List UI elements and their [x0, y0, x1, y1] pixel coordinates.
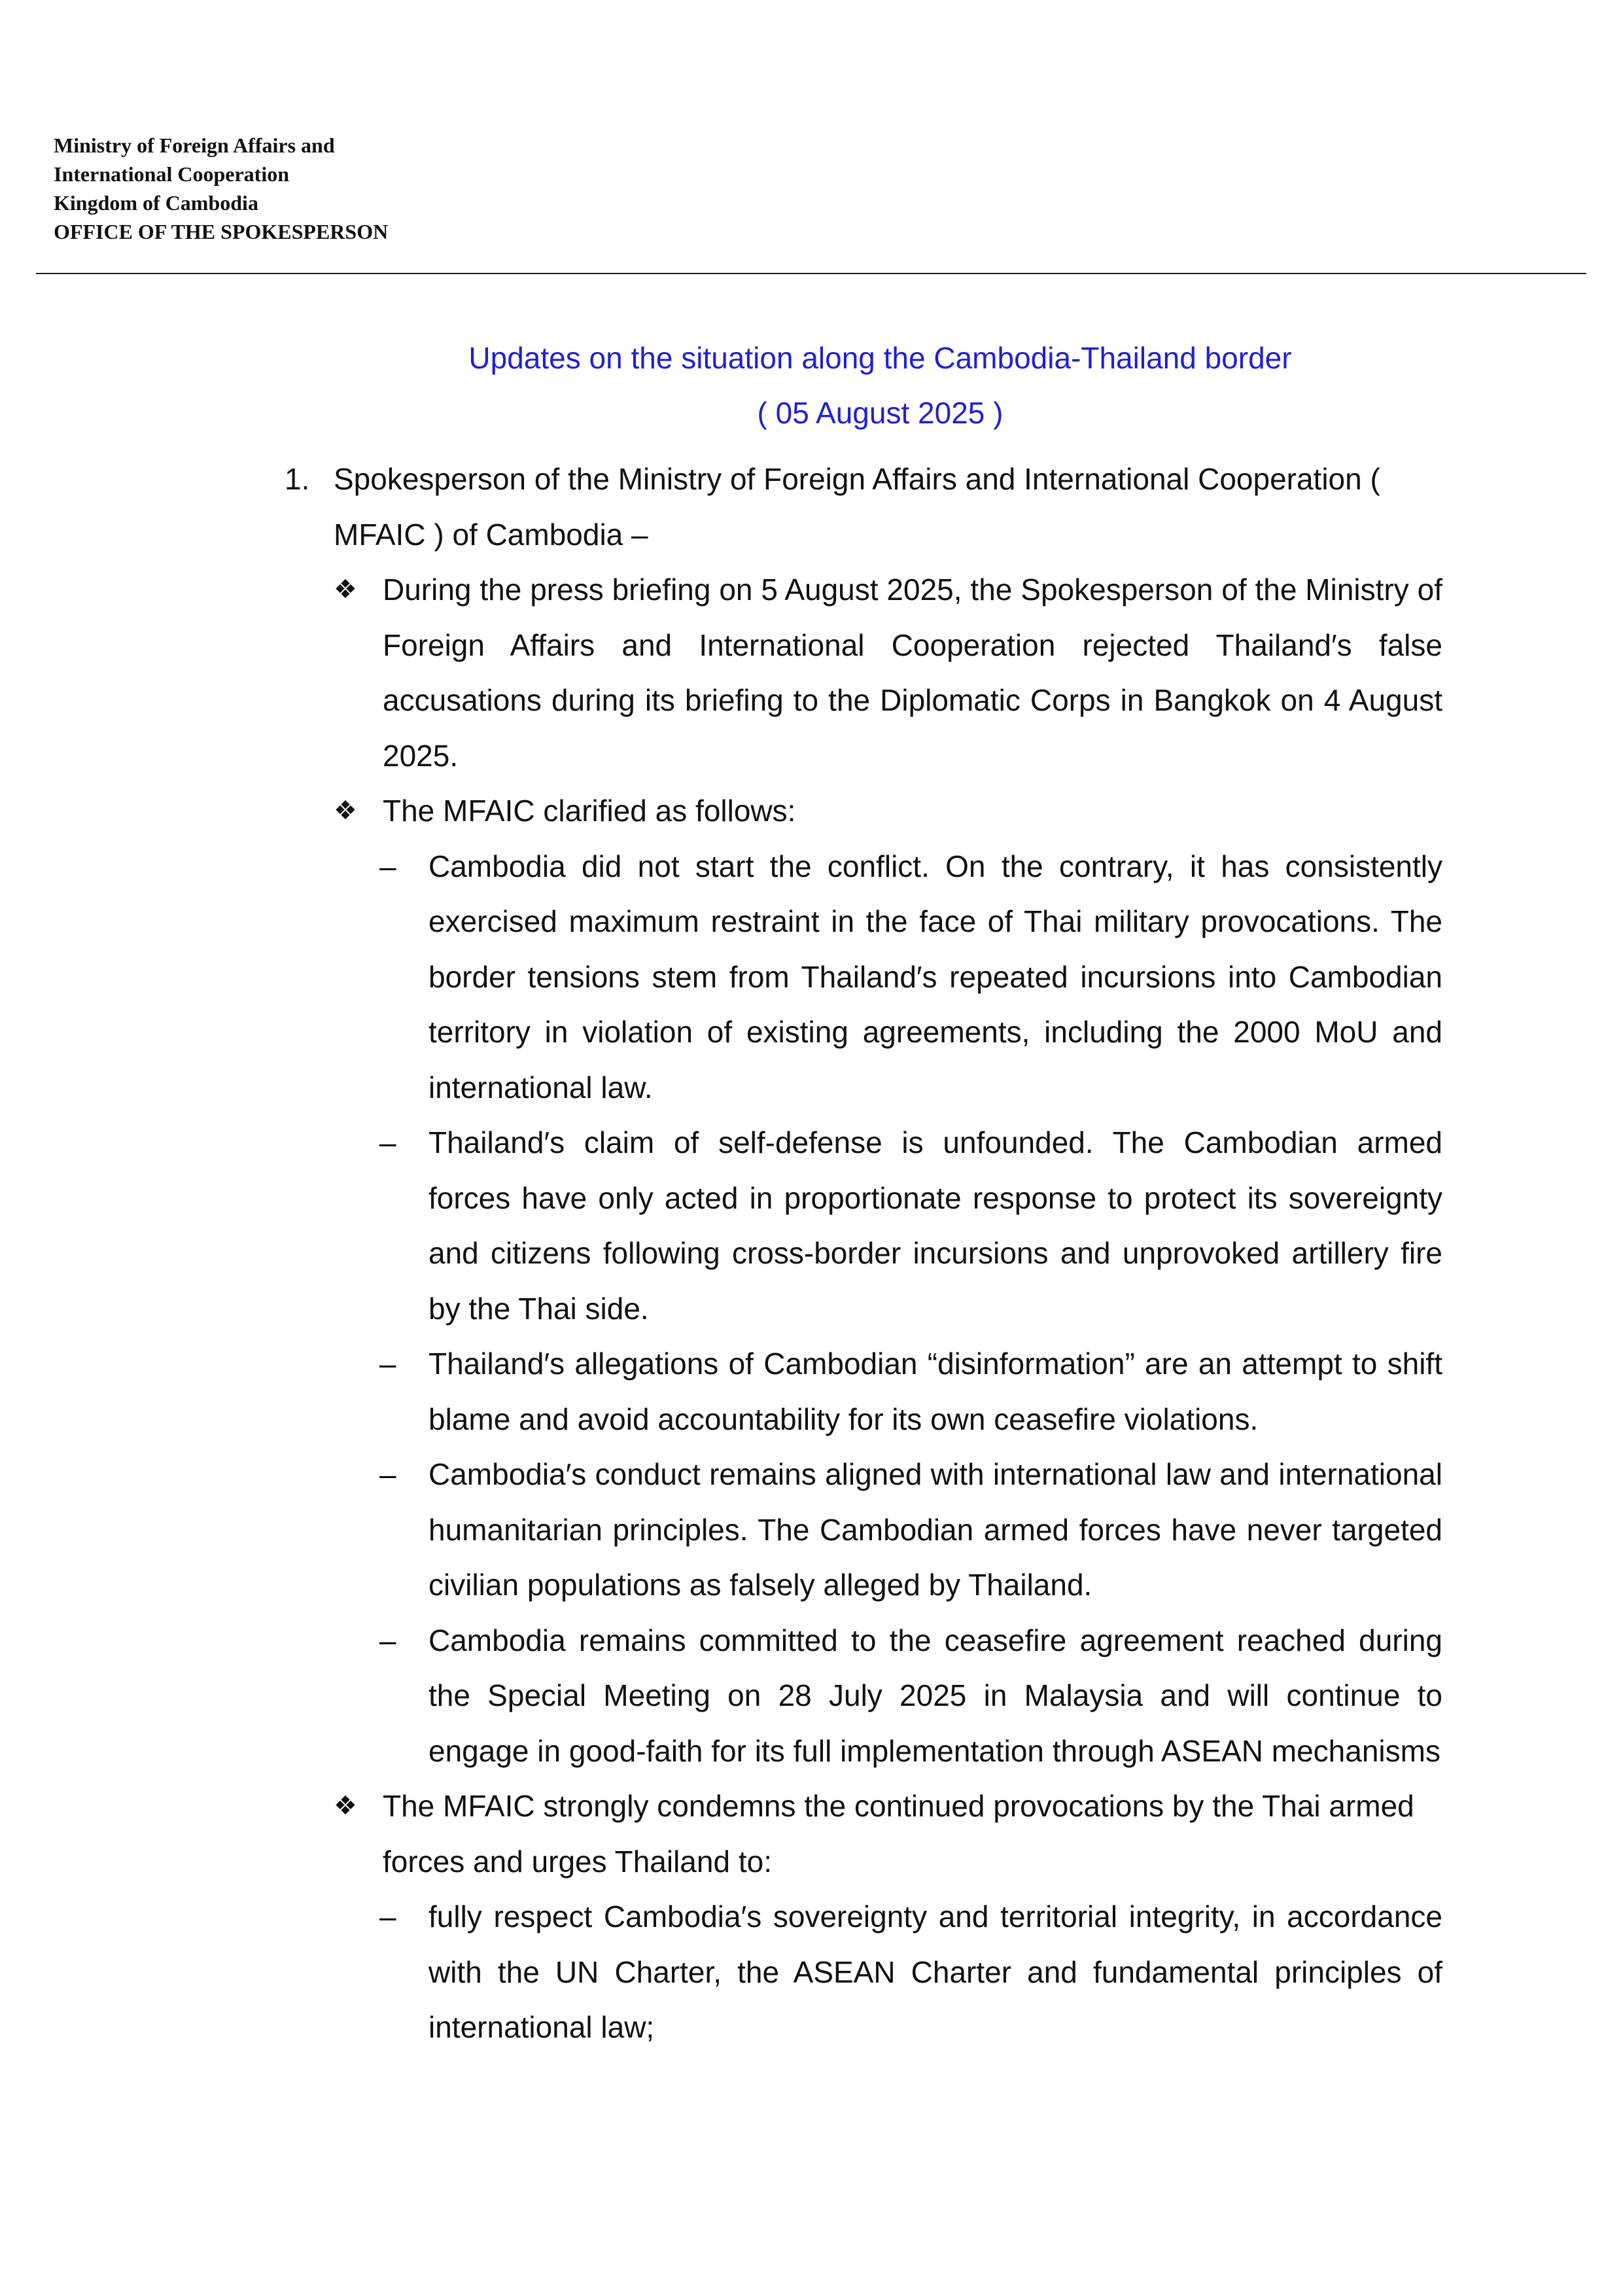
title-date: ( 05 August 2025 ) — [757, 396, 1003, 430]
bullet-press-briefing — [334, 562, 1442, 783]
diamond-bullet-icon: ❖ — [334, 796, 357, 825]
dash-item-text: Cambodia did not start the conflict. On the contrary, it has consistently exercised maximum restraint in the face of Thai military provocations. The border tensions stem from Thailand′s repeated incursions into Cambodian territory in violation of existing agreements, including the 2000 MoU and international law. — [428, 849, 1442, 1104]
document-title — [0, 330, 1623, 440]
dash-bullet-icon: – — [379, 1347, 396, 1381]
letterhead-ministry: Ministry of Foreign Affairs and — [54, 133, 335, 157]
title-line: Updates on the situation along the Cambodia-Thailand border — [468, 341, 1292, 375]
dash-item-text: Cambodia′s conduct remains aligned with international law and international humanitarian principles. The Cambodian armed forces have never targeted civilian populations as falsely alleged by Thailand. — [428, 1457, 1442, 1602]
dash-item — [379, 1336, 1442, 1447]
letterhead-kingdom: Kingdom of Cambodia — [54, 191, 258, 215]
dash-bullet-icon: – — [379, 849, 396, 883]
dash-bullet-icon: – — [379, 1125, 396, 1159]
dash-bullet-icon: – — [379, 1623, 396, 1657]
bullet-text: During the press briefing on 5 August 2025, the Spokesperson of the Ministry of Foreign Affairs and International Cooperation rejected Thailand′s false accusations during its briefing to the Diplomatic Corps in Bangkok on 4 August 2025. — [383, 573, 1442, 773]
dash-item — [379, 1447, 1442, 1613]
header-divider — [36, 273, 1586, 274]
dash-item — [379, 1115, 1442, 1336]
dash-item-text: Cambodia remains committed to the ceasefire agreement reached during the Special Meeting on 28 July 2025 in Malaysia and will continue to engage in good-faith for its full implementation through ASEAN mechanisms — [428, 1623, 1442, 1768]
bullet-condemns — [334, 1778, 1442, 1889]
letterhead-cooperation: International Cooperation — [54, 162, 289, 186]
numbered-item-text: Spokesperson of the Ministry of Foreign Affairs and International Cooperation ( MFAIC ) of Cambodia – — [334, 462, 1380, 552]
item-number: 1. — [285, 462, 310, 496]
document-body — [0, 451, 1623, 2055]
numbered-item-1 — [285, 451, 1442, 562]
bullet-clarified — [334, 783, 1442, 839]
dash-item-text: Thailand′s claim of self-defense is unfounded. The Cambodian armed forces have only acted in proportionate response to protect its sovereignty and citizens following cross-border incursions and unprovoked artillery fire by the Thai side. — [428, 1125, 1442, 1326]
letterhead — [54, 131, 388, 246]
letterhead-office: OFFICE OF THE SPOKESPERSON — [54, 220, 389, 243]
dash-item — [379, 1889, 1442, 2055]
diamond-bullet-icon: ❖ — [334, 575, 357, 604]
dash-item-text: Thailand′s allegations of Cambodian “disinformation” are an attempt to shift blame and avoid accountability for its own ceasefire violations. — [428, 1347, 1442, 1436]
dash-bullet-icon: – — [379, 1457, 396, 1491]
bullet-text: The MFAIC clarified as follows: — [383, 794, 796, 828]
dash-bullet-icon: – — [379, 1899, 396, 1934]
dash-item-text: fully respect Cambodia′s sovereignty and territorial integrity, in accordance with the UN Charter, the ASEAN Charter and fundamental principles of international law; — [428, 1899, 1442, 2044]
diamond-bullet-icon: ❖ — [334, 1792, 357, 1820]
dash-item — [379, 839, 1442, 1116]
bullet-text: The MFAIC strongly condemns the continued provocations by the Thai armed forces and urges Thailand to: — [383, 1789, 1414, 1879]
dash-item — [379, 1613, 1442, 1779]
